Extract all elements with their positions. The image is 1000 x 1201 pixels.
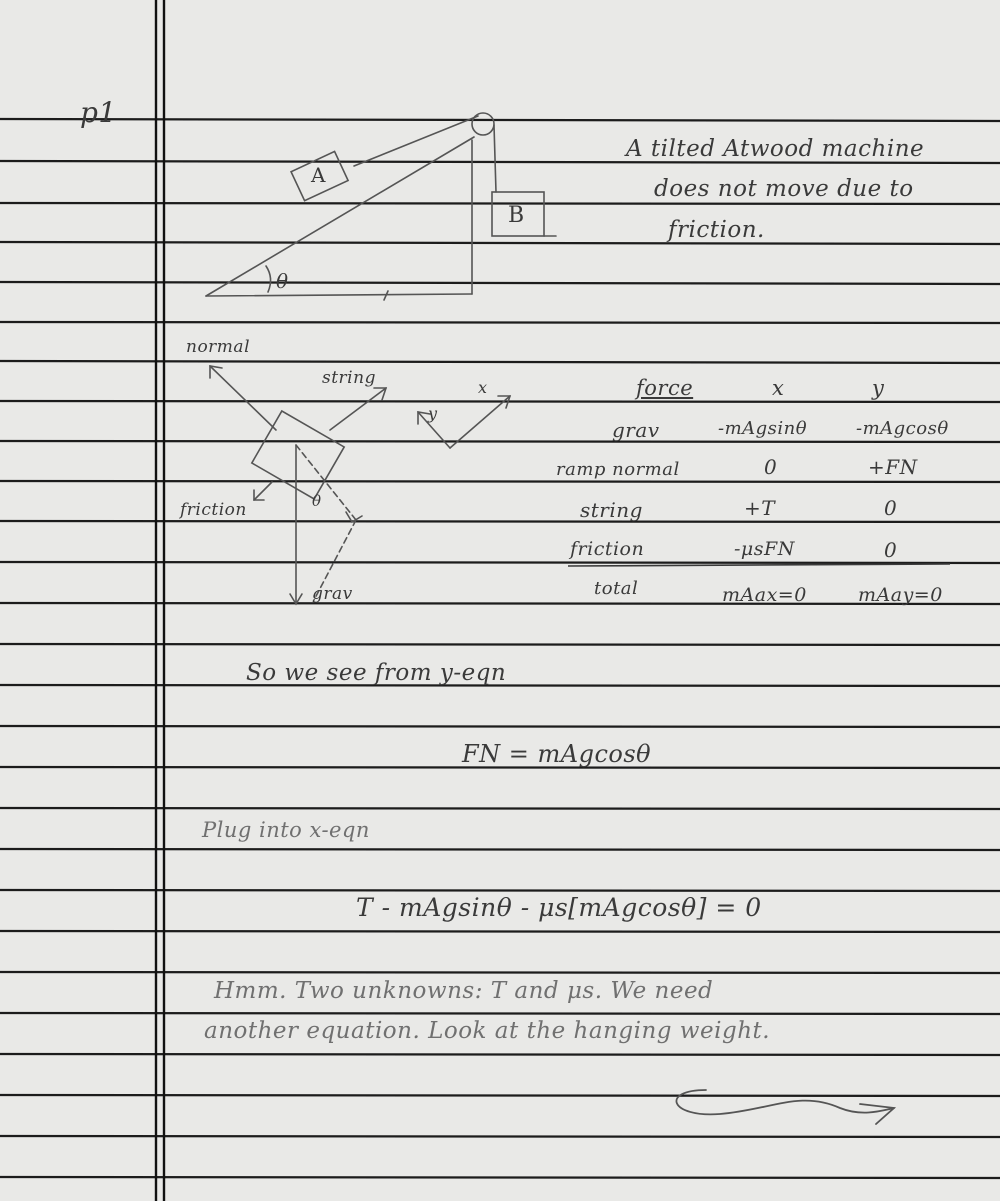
table-cell-y: mAay=0 (858, 584, 943, 606)
table-cell-x: 0 (764, 455, 778, 479)
table-cell-x: -mAgsinθ (718, 418, 808, 439)
table-cell-x: +T (744, 496, 776, 520)
table-header-force: force (636, 376, 694, 400)
fbd-normal-label: normal (186, 337, 251, 357)
table-row-label: ramp normal (556, 459, 680, 480)
text-x-eqn: Plug into x-eqn (202, 818, 370, 842)
intro-line-3: friction. (668, 217, 765, 243)
table-cell-y: -mAgcosθ (856, 418, 949, 439)
equation-normal-force: FN = mAgcosθ (462, 740, 652, 768)
table-row-label: friction (570, 538, 645, 560)
table-row-label: total (594, 578, 639, 599)
table-cell-y: 0 (884, 538, 898, 562)
table-cell-x: mAax=0 (722, 584, 807, 606)
intro-line-2: does not move due to (654, 176, 914, 202)
fbd-grav-label: grav (312, 584, 353, 604)
table-cell-y: +FN (868, 455, 918, 479)
label-block-b: B (508, 203, 525, 228)
fbd-axis-y-label: y (428, 404, 438, 423)
fbd-angle-label: θ (312, 492, 322, 510)
page-label: p1 (80, 96, 117, 129)
text-next-step: another equation. Look at the hanging weight. (204, 1018, 771, 1044)
fbd-string-label: string (322, 368, 376, 388)
table-header-x: x (772, 376, 785, 400)
table-cell-x: -μsFN (734, 538, 795, 560)
fbd-friction-label: friction (180, 500, 247, 520)
fbd-axis-x-label: x (478, 378, 488, 397)
intro-line-1: A tilted Atwood machine (626, 136, 925, 162)
text-y-eqn: So we see from y-eqn (246, 660, 507, 686)
label-angle: θ (276, 269, 289, 293)
label-block-a: A (311, 163, 326, 187)
table-header-y: y (872, 376, 885, 400)
equation-x-balance: T - mAgsinθ - μs[mAgcosθ] = 0 (356, 893, 762, 922)
text-unknowns: Hmm. Two unknowns: T and μs. We need (214, 978, 714, 1004)
table-row-label: string (580, 498, 643, 522)
table-cell-y: 0 (884, 496, 898, 520)
table-row-label: grav (612, 418, 660, 442)
